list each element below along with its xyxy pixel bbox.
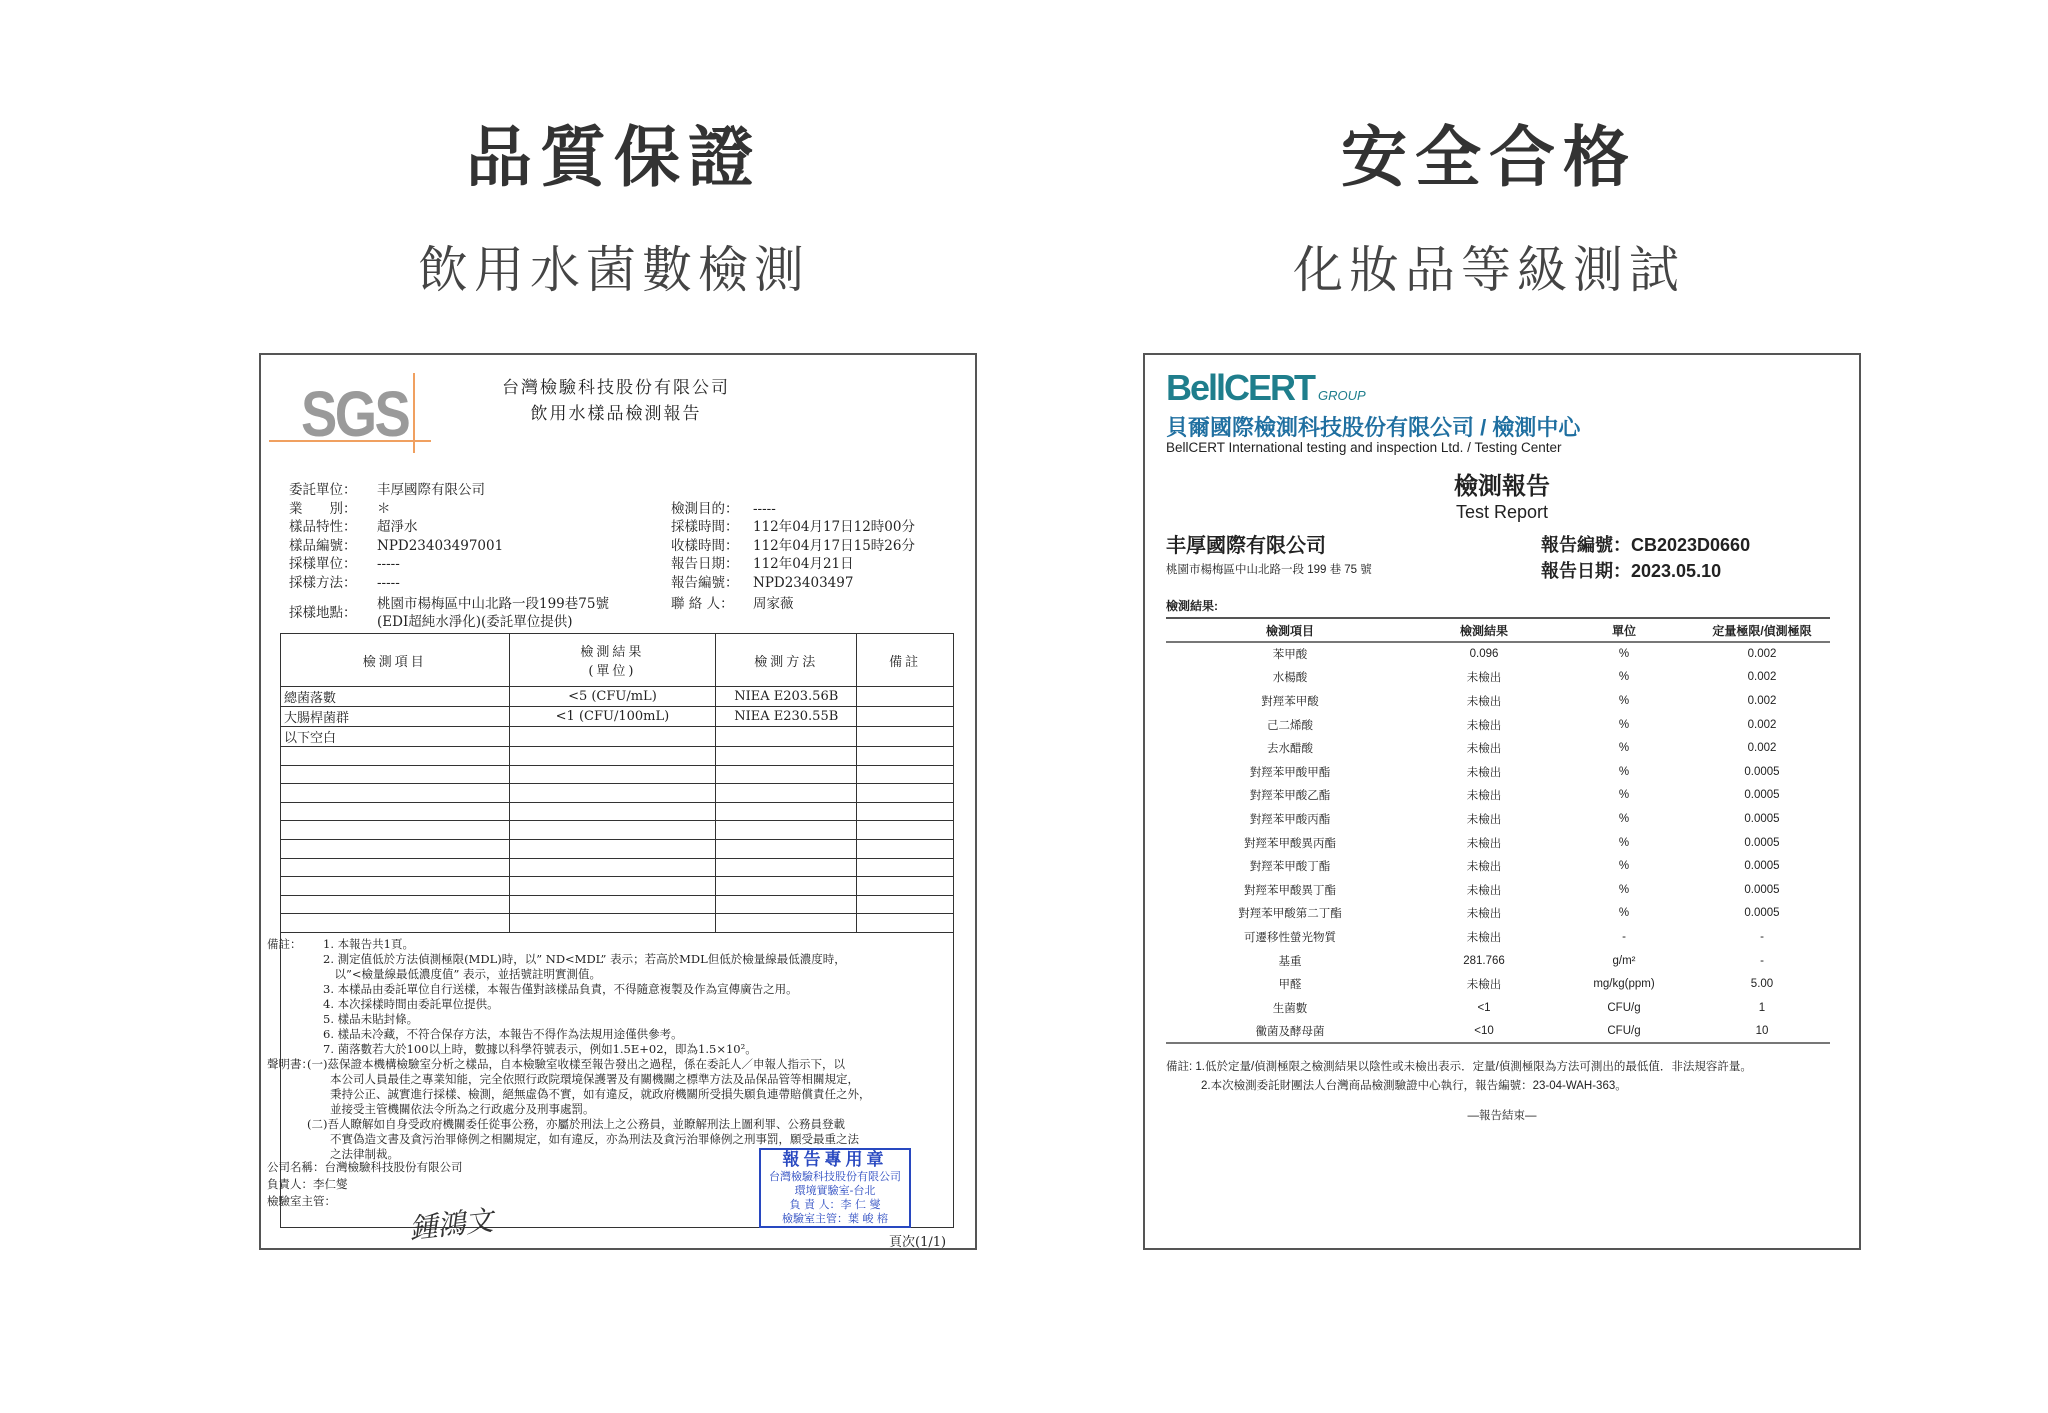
results-table	[280, 633, 954, 933]
table-cell: 對羥苯甲酸	[1261, 695, 1319, 708]
table-cell	[281, 858, 510, 877]
table-cell	[281, 821, 510, 840]
logo-line	[413, 373, 415, 453]
table-cell	[857, 802, 954, 821]
table-cell	[716, 784, 857, 803]
table-cell: 0.0005	[1744, 860, 1780, 873]
table-cell: <1	[1477, 1001, 1491, 1014]
sgs-test-report	[259, 353, 977, 1250]
declaration-line: (二)吾人瞭解如自身受政府機關委任從事公務，亦屬於刑法上之公務員，並瞭解刑法上圖利罪、公務員登載	[307, 1117, 845, 1131]
table-row-empty	[281, 914, 954, 933]
table-cell	[716, 727, 857, 747]
table-cell: 10	[1694, 1020, 1830, 1044]
table-cell: 黴菌及酵母菌	[1166, 1020, 1414, 1044]
footer-line: 公司名稱：台灣檢驗科技股份有限公司	[267, 1160, 463, 1174]
table-row-empty	[281, 747, 954, 766]
table-cell: <5 (CFU/mL)	[509, 687, 716, 707]
info-value: NPD23403497	[753, 575, 854, 591]
info-label: 採樣時間：	[671, 519, 739, 535]
table-cell: 未檢出	[1466, 837, 1502, 850]
table-cell	[716, 839, 857, 858]
table-cell	[509, 821, 716, 840]
table-cell	[716, 895, 857, 914]
table-cell: 大腸桿菌群	[281, 707, 510, 727]
official-stamp	[759, 1148, 911, 1228]
table-cell	[857, 914, 954, 933]
table-row	[1166, 878, 1830, 902]
results-table	[1166, 617, 1830, 1044]
table-row-empty	[281, 802, 954, 821]
table-cell: %	[1618, 836, 1630, 849]
table-cell: CFU/g	[1554, 1020, 1694, 1044]
notes	[323, 937, 846, 1057]
table-cell: 對羥苯甲酸甲酯	[1249, 766, 1331, 779]
table-cell: 未檢出	[1466, 672, 1502, 685]
declaration-line: 並接受主管機關依法令所為之行政處分及刑事處罰。	[307, 1102, 595, 1116]
info-label: 樣品編號：	[289, 538, 357, 554]
table-row	[1166, 760, 1830, 784]
table-cell: 0.0005	[1744, 789, 1780, 802]
table-cell	[281, 914, 510, 933]
info-label: 報告日期：	[671, 556, 739, 572]
table-row-empty	[281, 839, 954, 858]
info-label: 業 別：	[289, 501, 357, 517]
table-cell: %	[1618, 671, 1630, 684]
table-row	[1166, 854, 1830, 878]
table-cell: 未檢出	[1466, 813, 1502, 826]
left-heading: 品質保證	[466, 119, 762, 196]
stamp-line: 檢驗室主管：葉 峻 榕	[782, 1212, 888, 1225]
table-cell	[857, 821, 954, 840]
table-row	[1166, 972, 1830, 996]
table-cell: <1 (CFU/100mL)	[509, 707, 716, 727]
info-value: 112年04月21日	[753, 556, 854, 572]
left-subheading: 飲用水菌數檢測	[418, 241, 810, 299]
table-cell: %	[1618, 860, 1630, 873]
table-cell: 未檢出	[1466, 695, 1502, 708]
info-label: 樣品特性：	[289, 519, 357, 535]
table-cell: 對羥苯甲酸異丙酯	[1244, 837, 1336, 850]
table-cell	[281, 784, 510, 803]
table-cell: <10	[1414, 1020, 1554, 1044]
info-label: 聯 絡 人：	[671, 596, 734, 612]
table-cell: %	[1618, 648, 1630, 661]
table-cell	[857, 839, 954, 858]
client-address: 桃園市楊梅區中山北路一段 199 巷 75 號	[1166, 564, 1372, 576]
table-cell: 對羥苯甲酸乙酯	[1249, 790, 1331, 803]
table-cell	[281, 877, 510, 896]
table-row	[1166, 902, 1830, 926]
column-header: 檢測項目	[281, 634, 510, 687]
report-title: 飲用水樣品檢測報告	[530, 404, 702, 424]
table-cell: 未檢出	[1466, 861, 1502, 874]
table-cell	[281, 802, 510, 821]
declaration	[307, 1057, 871, 1162]
note-line: 6. 樣品未冷藏，不符合保存方法，本報告不得作為法規用途僅供參考。	[323, 1027, 683, 1041]
table-cell	[281, 765, 510, 784]
table-row-empty	[281, 877, 954, 896]
info-value: 丰厚國際有限公司	[377, 482, 485, 498]
table-cell: 0.002	[1747, 671, 1777, 684]
table-cell	[509, 727, 716, 747]
table-cell: 對羥苯甲酸第二丁酯	[1238, 908, 1342, 921]
table-cell: %	[1618, 742, 1630, 755]
table-cell: 0.002	[1747, 694, 1777, 707]
table-cell: 對羥苯甲酸丙酯	[1249, 813, 1331, 826]
info-value: 桃園市楊梅區中山北路一段199巷75號	[377, 596, 609, 612]
table-cell: 己二烯酸	[1267, 719, 1313, 732]
table-cell: 未檢出	[1466, 884, 1502, 897]
table-cell	[509, 802, 716, 821]
bellcert-test-report	[1143, 353, 1861, 1250]
table-row-empty	[281, 858, 954, 877]
table-cell: -	[1760, 954, 1764, 967]
right-subheading: 化妝品等級測試	[1293, 241, 1685, 299]
table-cell	[857, 877, 954, 896]
table-cell: 生菌數	[1272, 1002, 1308, 1015]
table-cell	[509, 747, 716, 766]
table-cell: 0.096	[1469, 648, 1499, 661]
info-label: 報告編號：	[671, 575, 739, 591]
column-header: 定量極限/偵測極限	[1694, 618, 1830, 642]
table-cell: NIEA E230.55B	[716, 707, 857, 727]
report-end: —報告結束—	[1467, 1110, 1537, 1122]
table-cell: 總菌落數	[281, 687, 510, 707]
table-row	[1166, 784, 1830, 808]
table-cell: 未檢出	[1466, 908, 1502, 921]
table-row-empty	[281, 821, 954, 840]
table-cell: %	[1618, 718, 1630, 731]
table-cell: g/m²	[1612, 954, 1636, 967]
table-row	[281, 727, 954, 747]
note-line: 2. 測定值低於方法偵測極限(MDL)時，以” ND<MDL” 表示；若高於MDL但低於檢量線最低濃度時，	[323, 952, 846, 966]
table-cell	[857, 747, 954, 766]
table-cell	[509, 914, 716, 933]
declaration-line: 之法律制裁。	[307, 1147, 399, 1161]
table-cell	[509, 858, 716, 877]
table-cell	[857, 858, 954, 877]
table-cell	[716, 802, 857, 821]
stamp-line: 環境實驗室-台北	[794, 1184, 876, 1197]
company-en: BellCERT International testing and inspection Ltd. / Testing Center	[1166, 440, 1562, 455]
table-cell: 0.0005	[1744, 907, 1780, 920]
info-label: 收樣時間：	[671, 538, 739, 554]
note-line: 4. 本次採樣時間由委託單位提供。	[323, 997, 499, 1011]
table-cell: 1	[1758, 1001, 1766, 1014]
table-cell: %	[1618, 789, 1630, 802]
table-cell: 去水醋酸	[1267, 743, 1313, 756]
table-row-empty	[281, 895, 954, 914]
report-title-en: Test Report	[1455, 502, 1549, 522]
info-label: 委託單位：	[289, 482, 357, 498]
column-header: 單位	[1554, 618, 1694, 642]
header-row	[281, 634, 954, 687]
footer-line: 檢驗室主管：	[267, 1194, 336, 1208]
info-value: ＊	[377, 501, 391, 517]
report-date: 報告日期：2023.05.10	[1541, 561, 1722, 581]
table-cell	[716, 877, 857, 896]
table-cell: 5.00	[1750, 978, 1774, 991]
info-value: 112年04月17日12時00分	[753, 519, 915, 535]
note-1: 備註: 1.低於定量/偵測極限之檢測結果以陰性或未檢出表示．定量/偵測極限為方法可測出的最低值．非法規容許量。	[1166, 1061, 1752, 1073]
table-row	[1166, 666, 1830, 690]
declaration-line: 本公司人員最佳之專業知能，完全依照行政院環境保護署及有關機關之標準方法及品保品管等相關規定，	[307, 1072, 859, 1086]
table-cell	[716, 858, 857, 877]
table-cell	[857, 707, 954, 727]
table-row	[1166, 949, 1830, 973]
table-cell	[857, 784, 954, 803]
table-cell: -	[1622, 930, 1626, 943]
info-value: 112年04月17日15時26分	[753, 538, 915, 554]
table-row-empty	[281, 765, 954, 784]
notes-label: 備註：	[267, 937, 302, 951]
table-cell	[857, 895, 954, 914]
sgs-logo: SGS	[301, 378, 409, 450]
table-cell: 苯甲酸	[1272, 649, 1308, 662]
table-cell: -	[1760, 930, 1764, 943]
info-value: -----	[753, 501, 776, 517]
table-cell	[509, 839, 716, 858]
table-cell: NIEA E203.56B	[716, 687, 857, 707]
column-header: 檢測項目	[1166, 618, 1414, 642]
column-header: 檢測方法	[716, 634, 857, 687]
table-row	[1166, 689, 1830, 713]
bellcert-logo	[1166, 367, 1366, 409]
stamp-title: 報告專用章	[782, 1150, 888, 1170]
stamp-line: 負 責 人：李 仁 燮	[789, 1198, 881, 1211]
info-label: 採樣地點：	[289, 605, 357, 621]
table-row	[281, 707, 954, 727]
declaration-label: 聲明書：	[267, 1057, 313, 1071]
info-label: 檢測目的：	[671, 501, 739, 517]
table-cell: %	[1618, 812, 1630, 825]
table-cell: %	[1618, 883, 1630, 896]
column-header: 檢測結果	[1414, 618, 1554, 642]
info-label: 採樣方法：	[289, 575, 357, 591]
table-cell: 0.0005	[1744, 812, 1780, 825]
table-row	[1166, 642, 1830, 666]
info-value: 超淨水	[377, 519, 418, 535]
table-cell	[716, 914, 857, 933]
note-line: 以”<檢量線最低濃度值” 表示，並括號註明實測值。	[323, 967, 602, 981]
table-row	[1166, 736, 1830, 760]
client-name: 丰厚國際有限公司	[1166, 535, 1326, 557]
table-cell: 0.002	[1747, 742, 1777, 755]
right-heading: 安全合格	[1341, 119, 1637, 196]
table-cell	[281, 895, 510, 914]
table-cell: 281.766	[1463, 954, 1505, 967]
table-cell: mg/kg(ppm)	[1593, 978, 1655, 991]
table-cell: 未檢出	[1466, 931, 1502, 944]
table-cell	[281, 839, 510, 858]
table-cell: 未檢出	[1466, 790, 1502, 803]
declaration-line: (一)茲保證本機構檢驗室分析之樣品，自本檢驗室收樣至報告發出之過程，係在委託人／申報人指示下，以	[307, 1057, 845, 1071]
info-value: -----	[377, 575, 400, 591]
logo-group: GROUP	[1318, 388, 1366, 403]
table-row	[1166, 831, 1830, 855]
table-cell	[857, 765, 954, 784]
table-cell	[716, 821, 857, 840]
logo-text: BellCERT	[1166, 367, 1315, 408]
stamp-line: 台灣檢驗科技股份有限公司	[769, 1170, 901, 1183]
table-cell: 水楊酸	[1272, 672, 1308, 685]
table-cell: 未檢出	[1466, 743, 1502, 756]
table-row	[1166, 925, 1830, 949]
table-cell: 未檢出	[1466, 979, 1502, 992]
table-row	[281, 687, 954, 707]
report-number: 報告編號：CB2023D0660	[1541, 535, 1751, 555]
table-cell	[509, 784, 716, 803]
declaration-line: 秉持公正、誠實進行採樣、檢測，絕無虛偽不實，如有違反，就政府機關所受損失願負連帶賠償責任之外，	[307, 1087, 871, 1101]
info-label: 採樣單位：	[289, 556, 357, 572]
table-cell	[716, 747, 857, 766]
table-row	[1166, 713, 1830, 737]
report-title-zh: 檢測報告	[1454, 473, 1550, 500]
table-cell	[281, 747, 510, 766]
table-cell	[509, 895, 716, 914]
table-cell: 未檢出	[1466, 766, 1502, 779]
table-cell: 以下空白	[281, 727, 510, 747]
table-cell: 0.0005	[1744, 765, 1780, 778]
company-zh: 貝爾國際檢測科技股份有限公司 / 檢測中心	[1166, 415, 1581, 440]
table-cell: 甲醛	[1278, 979, 1302, 992]
table-cell: 對羥苯甲酸異丁酯	[1244, 884, 1336, 897]
page-number: 頁次(1/1)	[889, 1235, 947, 1250]
results-label: 檢測結果:	[1166, 599, 1218, 613]
signature: 鍾鴻文	[407, 1203, 495, 1246]
table-cell	[509, 765, 716, 784]
note-line: 7. 菌落數若大於100以上時，數據以科學符號表示，例如1.5E+02，即為1.5×10²。	[323, 1042, 757, 1056]
table-cell	[509, 877, 716, 896]
table-cell: 未檢出	[1466, 719, 1502, 732]
table-cell: %	[1618, 765, 1630, 778]
table-row	[1166, 996, 1830, 1020]
info-value: 周家薇	[753, 596, 794, 612]
table-cell: 基重	[1278, 955, 1302, 968]
table-cell: 0.002	[1747, 648, 1777, 661]
table-cell	[857, 727, 954, 747]
info-value: -----	[377, 556, 400, 572]
table-cell: CFU/g	[1607, 1001, 1641, 1014]
footer-line: 負責人：李仁燮	[267, 1177, 348, 1191]
footer	[267, 1159, 463, 1210]
info-value: NPD23403497001	[377, 538, 504, 554]
table-cell	[716, 765, 857, 784]
table-row	[1166, 807, 1830, 831]
table-cell: 0.0005	[1744, 836, 1780, 849]
note-line: 3. 本樣品由委託單位自行送樣，本報告僅對該樣品負責，不得隨意複製及作為宣傳廣告之用。	[323, 982, 798, 996]
declaration-line: 不實偽造文書及貪污治罪條例之相關規定，如有違反，亦為刑法及貪污治罪條例之刑事罰，願受最重之法	[307, 1132, 859, 1146]
table-cell: 可遷移性螢光物質	[1244, 931, 1336, 944]
header-row	[1166, 618, 1830, 642]
info-value: (EDI超純水淨化)(委託單位提供)	[377, 614, 573, 630]
table-cell: 對羥苯甲酸丁酯	[1249, 861, 1331, 874]
table-cell: 0.0005	[1744, 883, 1780, 896]
note-line: 5. 樣品未貼封條。	[323, 1012, 419, 1026]
table-row	[1166, 1020, 1830, 1044]
table-cell: %	[1618, 694, 1630, 707]
table-row-empty	[281, 784, 954, 803]
table-cell: %	[1618, 907, 1630, 920]
column-header: 檢測結果 (單位)	[509, 634, 716, 687]
table-cell	[857, 687, 954, 707]
column-header: 備註	[857, 634, 954, 687]
note-line: 1. 本報告共1頁。	[323, 937, 414, 951]
table-cell: 0.002	[1747, 718, 1777, 731]
note-2: 2.本次檢測委託財團法人台灣商品檢測驗證中心執行，報告編號：23-04-WAH-363。	[1201, 1080, 1627, 1092]
company-title: 台灣檢驗科技股份有限公司	[502, 378, 730, 398]
